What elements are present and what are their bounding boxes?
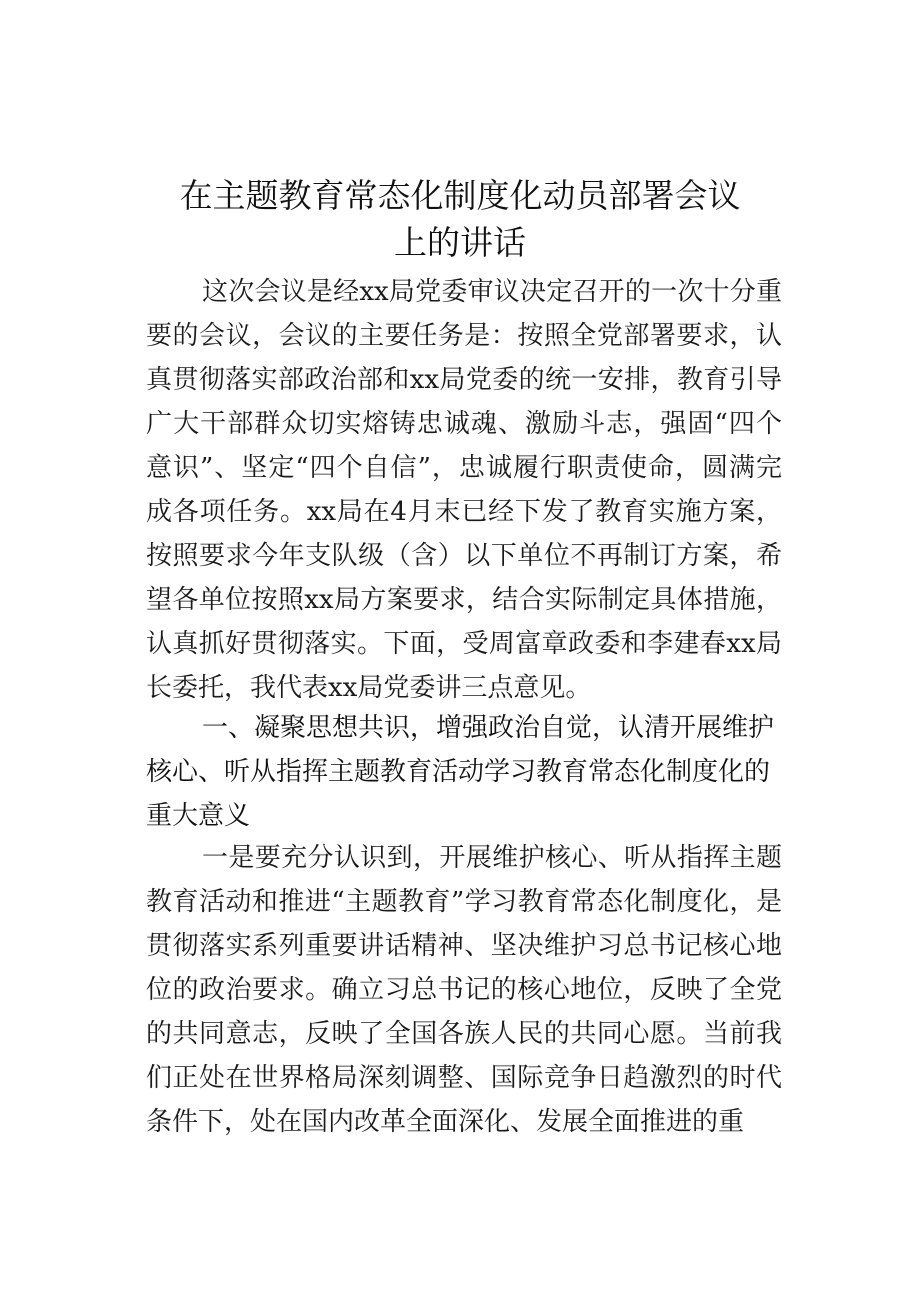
document-title-line-1: 在主题教育常态化制度化动员部署会议 <box>179 176 741 215</box>
body-paragraph-1: 这次会议是经xx局党委审议决定召开的一次十分重要的会议，会议的主要任务是：按照全党部署要求，认真贯彻落实部政治部和xx局党委的统一安排，教育引导广大干部群众切实熔铸忠诚魂、激励斗志，强固“四个意识”、坚定“四个自信”，忠诚履行职责使命，圆满完成各项任务。xx局在4月末已经下发了教育实施方案，按照要求今年支队级（含）以下单位不再制订方案，希望各单位按照xx局方案要求，结合实际制定具体措施，认真抓好贯彻落实。下面，受周富章政委和李建春xx局长委托，我代表xx局党委讲三点意见。 <box>146 277 782 703</box>
body-paragraph-2: 一是要充分认识到，开展维护核心、听从指挥主题教育活动和推进“主题教育”学习教育常态化制度化，是贯彻落实系列重要讲话精神、坚决维护习总书记核心地位的政治要求。确立习总书记的核心地位，反映了全党的共同意志，反映了全国各族人民的共同心愿。当前我们正处在世界格局深刻调整、国际竞争日趋激烈的时代条件下，处在国内改革全面深化、发展全面推进的重 <box>146 843 782 1137</box>
section-heading-1: 一、凝聚思想共识，增强政治自觉，认清开展维护核心、听从指挥主题教育活动学习教育常态化制度化的重大意义 <box>146 713 775 831</box>
document-title-line-2: 上的讲话 <box>394 223 526 262</box>
